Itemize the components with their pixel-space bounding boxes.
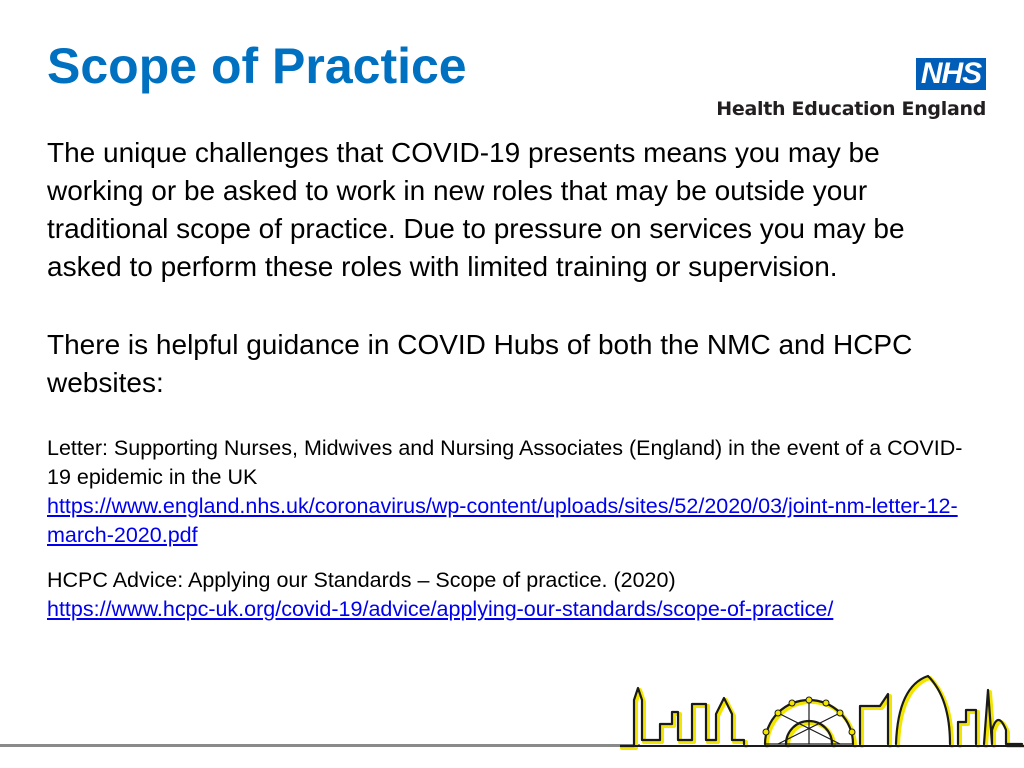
reference-hcpc <box>47 566 977 624</box>
reference-hcpc-text: HCPC Advice: Applying our Standards – Scope of practice. (2020) <box>47 568 676 592</box>
bottom-divider <box>0 744 640 747</box>
hcpc-advice-link[interactable]: https://www.hcpc-uk.org/covid-19/advice/applying-our-standards/scope-of-practice/ <box>47 597 834 621</box>
page-title: Scope of Practice <box>47 38 467 94</box>
nhs-logo <box>696 58 986 128</box>
nhs-badge: NHS <box>916 58 986 90</box>
org-name: Health Education England <box>716 98 986 120</box>
guidance-paragraph: There is helpful guidance in COVID Hubs of both the NMC and HCPC websites: <box>47 329 913 398</box>
reference-nmc <box>47 434 977 550</box>
london-skyline-icon <box>620 640 1024 768</box>
slide-content <box>47 134 977 624</box>
intro-paragraph: The unique challenges that COVID-19 presents means you may be working or be asked to work in new roles that may be outside your traditional scope of practice. Due to pressure on services you may be asked to perform these roles with limited training or supervision. <box>47 137 905 282</box>
nmc-letter-link[interactable]: https://www.england.nhs.uk/coronavirus/wp-content/uploads/sites/52/2020/03/joint-nm-letter-12-march-2020.pdf <box>47 494 958 547</box>
reference-nmc-text: Letter: Supporting Nurses, Midwives and Nursing Associates (England) in the event of a COVID-19 epidemic in the UK <box>47 436 963 489</box>
